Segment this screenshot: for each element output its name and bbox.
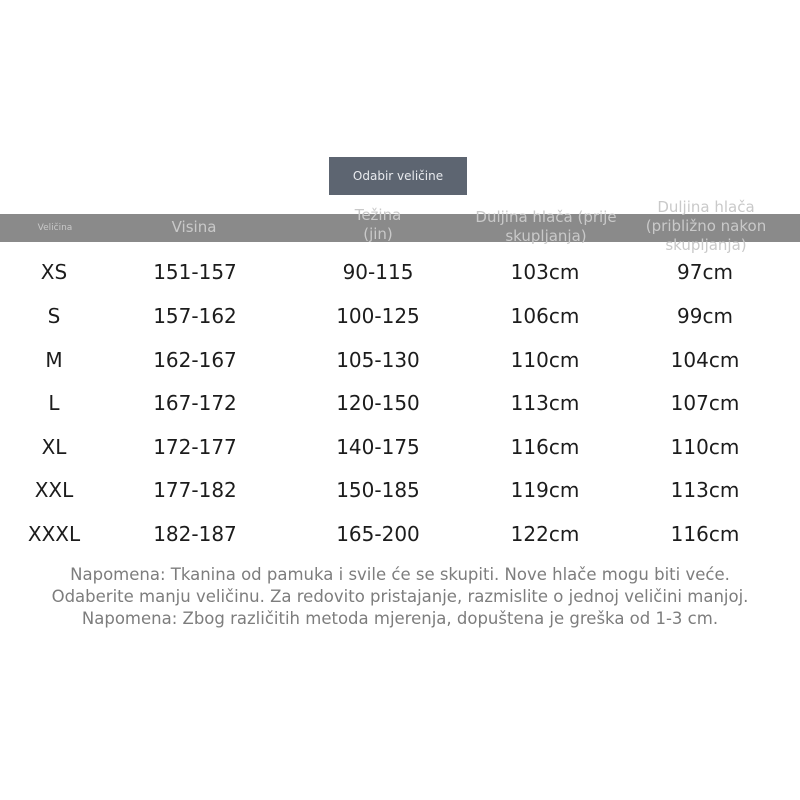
cell-height: 172-177	[153, 435, 237, 459]
table-row	[0, 257, 800, 287]
cell-length-after: 113cm	[670, 478, 740, 502]
size-chart-title: Odabir veličine	[329, 157, 467, 195]
cell-size: XL	[41, 435, 67, 459]
cell-height: 157-162	[153, 304, 237, 328]
cell-height: 151-157	[153, 260, 237, 284]
size-notes	[0, 564, 800, 630]
cell-length-after: 110cm	[670, 435, 740, 459]
cell-length-after: 107cm	[670, 391, 740, 415]
table-row	[0, 519, 800, 549]
header-weight: Težina (jin)	[354, 206, 402, 243]
cell-length-before: 113cm	[510, 391, 580, 415]
cell-length-after: 99cm	[677, 304, 733, 328]
cell-weight: 140-175	[336, 435, 420, 459]
note-line-fit-advice: Odaberite manju veličinu. Za redovito pristajanje, razmislite o jednoj veličini manjoj.	[51, 587, 749, 606]
table-row	[0, 475, 800, 505]
cell-length-after: 97cm	[677, 260, 733, 284]
cell-size: M	[45, 348, 63, 372]
table-row	[0, 388, 800, 418]
cell-length-before: 122cm	[510, 522, 580, 546]
note-line-shrinkage: Napomena: Tkanina od pamuka i svile će se skupiti. Nove hlače mogu biti veće.	[70, 565, 730, 584]
cell-weight: 120-150	[336, 391, 420, 415]
cell-length-before: 103cm	[510, 260, 580, 284]
cell-size: XS	[40, 260, 68, 284]
cell-length-after: 116cm	[670, 522, 740, 546]
cell-weight: 105-130	[336, 348, 420, 372]
cell-length-before: 110cm	[510, 348, 580, 372]
header-height: Visina	[171, 218, 217, 236]
cell-length-after: 104cm	[670, 348, 740, 372]
cell-weight: 165-200	[336, 522, 420, 546]
note-line-measurement-error: Napomena: Zbog različitih metoda mjerenja, dopuštena je greška od 1-3 cm.	[81, 609, 719, 628]
cell-weight: 150-185	[336, 478, 420, 502]
cell-size: S	[47, 304, 61, 328]
cell-height: 177-182	[153, 478, 237, 502]
cell-length-before: 106cm	[510, 304, 580, 328]
header-length-after: Duljina hlača (približno nakon skupljanja)	[645, 198, 767, 254]
cell-size: XXXL	[27, 522, 81, 546]
cell-height: 167-172	[153, 391, 237, 415]
cell-size: L	[48, 391, 60, 415]
cell-length-before: 119cm	[510, 478, 580, 502]
cell-weight: 90-115	[342, 260, 414, 284]
cell-weight: 100-125	[336, 304, 420, 328]
table-row	[0, 345, 800, 375]
table-row	[0, 432, 800, 462]
header-size: Veličina	[37, 223, 73, 233]
cell-size: XXL	[34, 478, 74, 502]
cell-height: 162-167	[153, 348, 237, 372]
cell-height: 182-187	[153, 522, 237, 546]
cell-length-before: 116cm	[510, 435, 580, 459]
header-length-before: Duljina hlača (prije skupljanja)	[475, 208, 617, 245]
table-row	[0, 301, 800, 331]
